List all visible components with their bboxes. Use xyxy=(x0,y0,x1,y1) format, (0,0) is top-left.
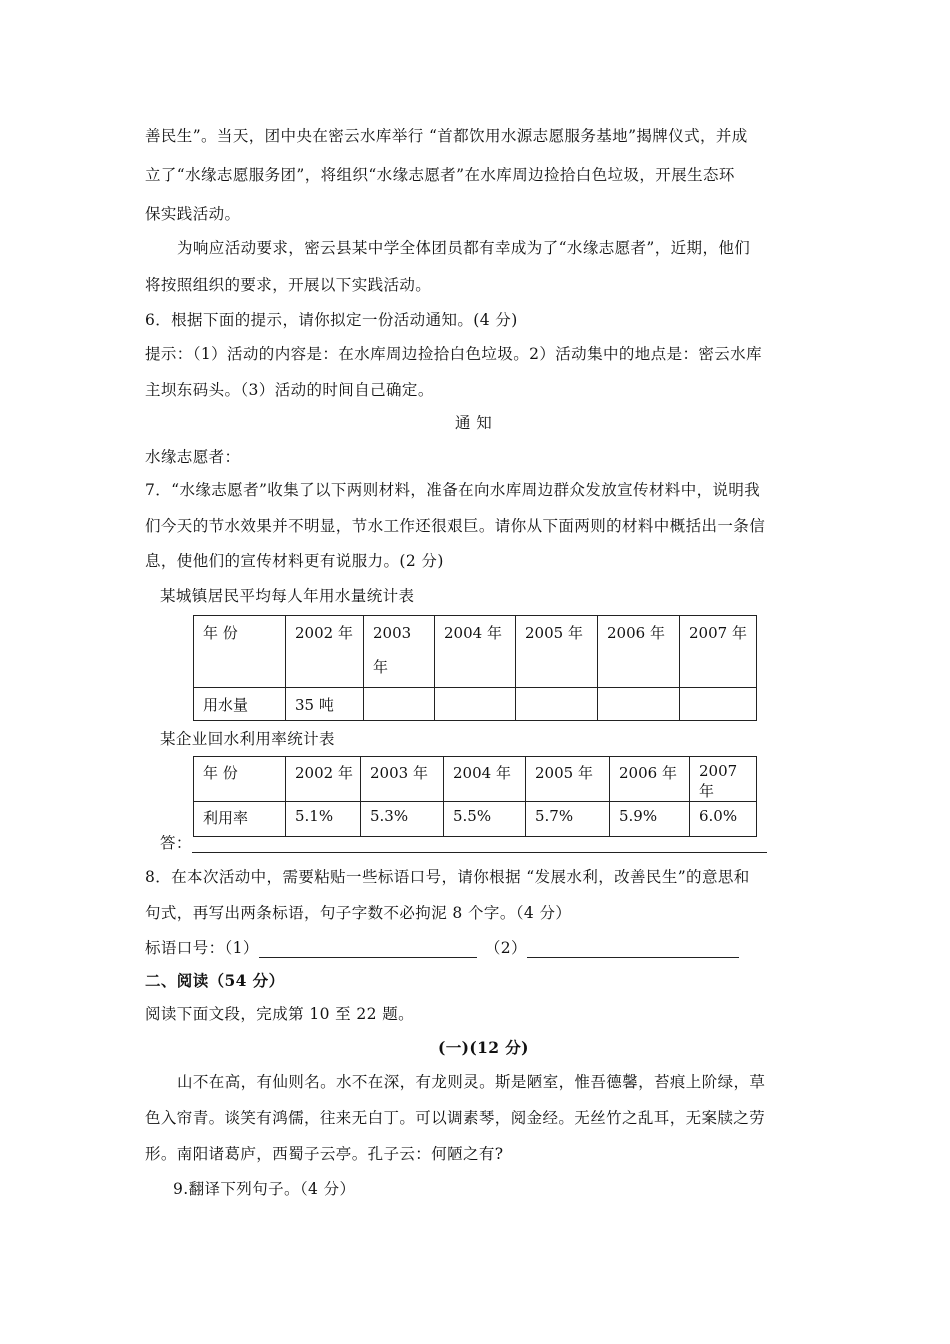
table-header-text: 2003 xyxy=(373,624,412,642)
table-header-cell xyxy=(364,616,435,688)
table-cell: 5.3% xyxy=(361,802,444,837)
hint-line: 提示：（1）活动的内容是：在水库周边捡拾白色垃圾。2）活动集中的地点是：密云水库 xyxy=(145,345,762,363)
section-heading: 二、阅读（54 分） xyxy=(145,971,285,990)
table-header-cell: 2002 年 xyxy=(286,616,364,688)
table-header-cell: 2007 年 xyxy=(690,757,757,802)
slogan-blank-1[interactable] xyxy=(259,941,477,958)
table2-caption: 某企业回水利用率统计表 xyxy=(160,730,335,748)
answer-blank[interactable] xyxy=(192,836,767,853)
table-cell: 5.5% xyxy=(444,802,526,837)
table-header-cell: 年 份 xyxy=(194,757,286,802)
table-cell xyxy=(435,688,516,721)
table-header-cell: 2005 年 xyxy=(516,616,598,688)
notice-addressee: 水缘志愿者： xyxy=(145,448,241,466)
table-header-cell: 2002 年 xyxy=(286,757,361,802)
table-cell: 用水量 xyxy=(194,688,286,721)
table-cell xyxy=(364,688,435,721)
table-cell: 6.0% xyxy=(690,802,757,837)
question-8: 8．在本次活动中，需要粘贴一些标语口号，请你根据 “发展水利，改善民生”的意思和 xyxy=(145,868,750,886)
question-6: 6．根据下面的提示，请你拟定一份活动通知。(4 分) xyxy=(145,311,518,329)
table-header-text: 年 xyxy=(373,658,389,676)
table-header-cell: 2004 年 xyxy=(435,616,516,688)
table-cell xyxy=(516,688,598,721)
passage-line: 形。南阳诸葛庐，西蜀子云亭。孔子云：何陋之有? xyxy=(145,1145,504,1163)
water-usage-table xyxy=(193,615,757,721)
table-header-cell: 2003 年 xyxy=(361,757,444,802)
table-header-cell: 2006 年 xyxy=(610,757,690,802)
table-cell: 35 吨 xyxy=(286,688,364,721)
table-header-cell: 2006 年 xyxy=(598,616,680,688)
passage-line: 色入帘青。谈笑有鸿儒，往来无白丁。可以调素琴，阅金经。无丝竹之乱耳，无案牍之劳 xyxy=(145,1109,766,1127)
table-cell: 5.1% xyxy=(286,802,361,837)
table-header-cell: 2005 年 xyxy=(526,757,610,802)
slogan-line xyxy=(145,936,739,958)
question-7-line: 们今天的节水效果并不明显，节水工作还很艰巨。请你从下面两则的材料中概括出一条信 xyxy=(145,517,766,535)
water-reuse-table xyxy=(193,756,757,837)
paragraph-line: 立了“水缘志愿服务团”，将组织“水缘志愿者”在水库周边捡拾白色垃圾，开展生态环 xyxy=(145,166,735,184)
question-8-line: 句式，再写出两条标语，句子字数不必拘泥 8 个字。（4 分） xyxy=(145,904,572,922)
question-7-line: 息，使他们的宣传材料更有说服力。(2 分) xyxy=(145,552,444,570)
table1-caption: 某城镇居民平均每人年用水量统计表 xyxy=(160,587,415,605)
part-heading: (一)(12 分) xyxy=(438,1038,529,1057)
table-header-cell: 年 份 xyxy=(194,616,286,688)
passage-line: 山不在高，有仙则名。水不在深，有龙则灵。斯是陋室，惟吾德馨，苔痕上阶绿，草 xyxy=(177,1073,766,1091)
paragraph-line: 善民生”。当天，团中央在密云水库举行 “首都饮用水源志愿服务基地”揭牌仪式，并成 xyxy=(145,127,748,145)
question-7: 7．“水缘志愿者”收集了以下两则材料，准备在向水库周边群众发放宣传材料中，说明我 xyxy=(145,481,761,499)
notice-title: 通 知 xyxy=(455,414,493,432)
table-header-cell: 2007 年 xyxy=(680,616,757,688)
paragraph-line: 将按照组织的要求，开展以下实践活动。 xyxy=(145,276,432,294)
answer-line xyxy=(160,831,767,853)
table-cell: 利用率 xyxy=(194,802,286,837)
table-cell xyxy=(680,688,757,721)
question-9: 9.翻译下列句子。（4 分） xyxy=(173,1180,356,1198)
hint-line: 主坝东码头。（3）活动的时间自己确定。 xyxy=(145,381,434,399)
slogan-blank-2[interactable] xyxy=(527,941,739,958)
table-cell xyxy=(598,688,680,721)
reading-instruction: 阅读下面文段，完成第 10 至 22 题。 xyxy=(145,1005,415,1023)
table-cell: 5.7% xyxy=(526,802,610,837)
table-cell: 5.9% xyxy=(610,802,690,837)
paragraph-line: 保实践活动。 xyxy=(145,205,241,223)
slogan-label-2: （2） xyxy=(484,939,527,957)
table-header-cell: 2004 年 xyxy=(444,757,526,802)
paragraph-line: 为响应活动要求，密云县某中学全体团员都有幸成为了“水缘志愿者”，近期，他们 xyxy=(177,239,751,257)
slogan-label: 标语口号：（1） xyxy=(145,939,259,957)
answer-label: 答： xyxy=(160,834,192,852)
